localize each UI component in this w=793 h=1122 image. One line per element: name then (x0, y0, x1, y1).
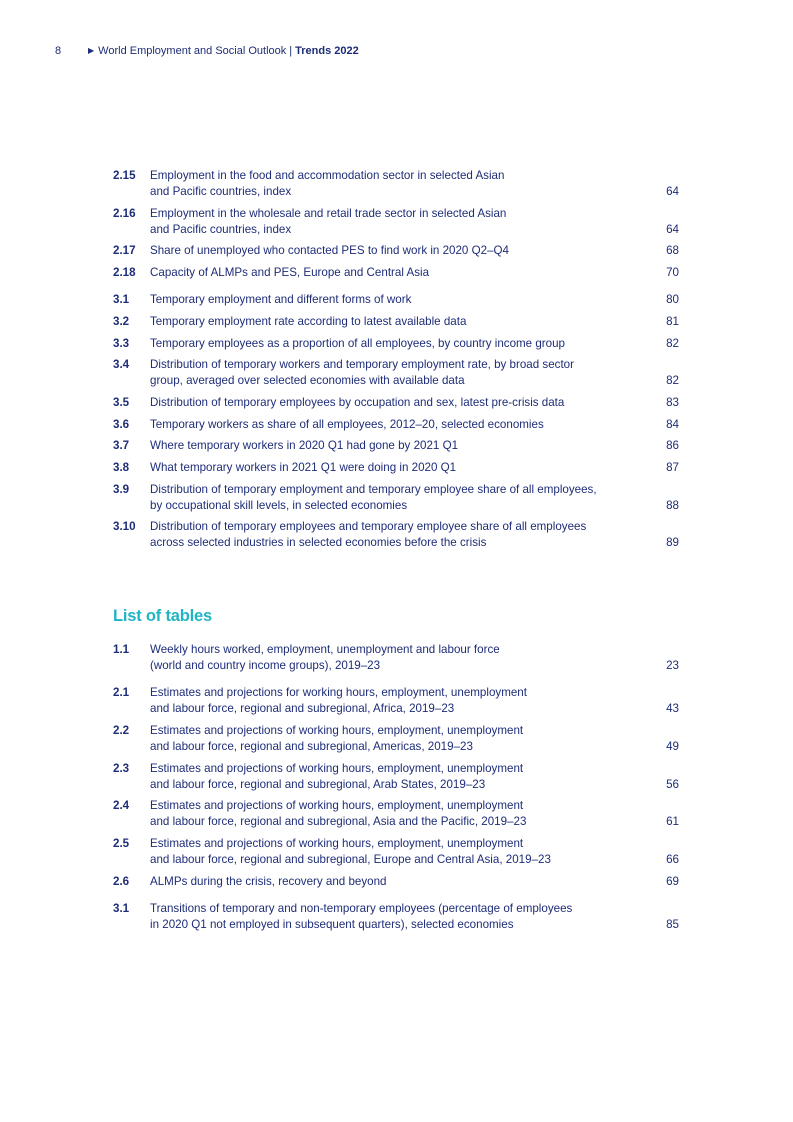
entry-number: 2.5 (113, 837, 130, 850)
entry-title-line: Estimates and projections of working hours, employment, unemployment (150, 724, 524, 737)
entry-title-line: Share of unemployed who contacted PES to find work in 2020 Q2–Q4 (150, 244, 509, 257)
entry-title (150, 901, 630, 933)
entry-page-number: 49 (666, 740, 679, 753)
toc-entry[interactable] (113, 685, 679, 717)
entry-title-line: Where temporary workers in 2020 Q1 had gone by 2021 Q1 (150, 439, 459, 452)
entry-number: 2.4 (113, 799, 130, 812)
entry-title (150, 642, 630, 674)
publication-title: World Employment and Social Outlook (98, 45, 287, 57)
entry-title-line: and labour force, regional and subregional, Asia and the Pacific, 2019–23 (150, 815, 527, 828)
entry-page-number: 64 (666, 185, 679, 198)
toc-entry[interactable] (113, 836, 679, 868)
entry-page-number: 56 (666, 778, 679, 791)
entry-title-line: Distribution of temporary employees by occupation and sex, latest pre-crisis data (150, 396, 565, 409)
toc-entry[interactable] (113, 642, 679, 674)
entry-title-line: Temporary employment and different forms of work (150, 293, 412, 306)
entry-title (150, 685, 630, 717)
entry-title (150, 292, 630, 308)
entry-page-number: 81 (666, 315, 679, 328)
entry-title-line: Estimates and projections of working hours, employment, unemployment (150, 837, 524, 850)
edition-title: Trends 2022 (295, 45, 359, 57)
entry-title-line: by occupational skill levels, in selected economies (150, 499, 408, 512)
entry-page-number: 84 (666, 418, 679, 431)
entry-page-number: 69 (666, 875, 679, 888)
section-title-list-of-tables: List of tables (113, 607, 212, 625)
entry-page-number: 83 (666, 396, 679, 409)
entry-page-number: 82 (666, 374, 679, 387)
entry-title-line: across selected industries in selected economies before the crisis (150, 536, 487, 549)
entry-title-line: Distribution of temporary workers and temporary employment rate, by broad sector (150, 358, 574, 371)
entry-number: 3.6 (113, 418, 130, 431)
entry-number: 2.1 (113, 686, 130, 699)
triangle-bullet-icon: ▶ (88, 46, 95, 55)
toc-entry[interactable] (113, 243, 679, 259)
entry-page-number: 80 (666, 293, 679, 306)
toc-entry[interactable] (113, 901, 679, 933)
entry-number: 3.4 (113, 358, 130, 371)
entry-title-line: Employment in the wholesale and retail trade sector in selected Asian (150, 207, 507, 220)
entry-page-number: 23 (666, 659, 679, 672)
entry-title-line: Temporary workers as share of all employees, 2012–20, selected economies (150, 418, 544, 431)
entry-page-number: 86 (666, 439, 679, 452)
toc-entry[interactable] (113, 761, 679, 793)
entry-title (150, 314, 630, 330)
toc-entry[interactable] (113, 874, 679, 890)
entry-page-number: 85 (666, 918, 679, 931)
entry-title (150, 798, 630, 830)
entry-title-line: Transitions of temporary and non-temporary employees (percentage of employees (150, 902, 573, 915)
entry-title-line: What temporary workers in 2021 Q1 were doing in 2020 Q1 (150, 461, 457, 474)
entry-page-number: 87 (666, 461, 679, 474)
entry-number: 3.5 (113, 396, 130, 409)
running-header (55, 45, 359, 57)
entry-title-line: Distribution of temporary employees and temporary employee share of all employees (150, 520, 587, 533)
entry-number: 2.15 (113, 169, 136, 182)
toc-entry[interactable] (113, 314, 679, 330)
toc-entry[interactable] (113, 395, 679, 411)
entry-title-line: (world and country income groups), 2019–23 (150, 659, 381, 672)
entry-number: 3.3 (113, 337, 130, 350)
entry-number: 3.9 (113, 483, 130, 496)
toc-entry[interactable] (113, 519, 679, 551)
entry-title-line: and labour force, regional and subregional, Africa, 2019–23 (150, 702, 455, 715)
entry-title-line: and Pacific countries, index (150, 185, 292, 198)
entry-title (150, 395, 630, 411)
toc-entry[interactable] (113, 798, 679, 830)
entry-title (150, 357, 630, 389)
entry-title (150, 761, 630, 793)
entry-number: 2.18 (113, 266, 136, 279)
entry-number: 1.1 (113, 643, 130, 656)
entry-number: 2.3 (113, 762, 130, 775)
entry-title (150, 206, 630, 238)
entry-title (150, 874, 630, 890)
entry-title (150, 460, 630, 476)
header-separator: | (289, 45, 293, 57)
entry-page-number: 43 (666, 702, 679, 715)
entry-title (150, 168, 630, 200)
entry-number: 3.2 (113, 315, 130, 328)
entry-title (150, 519, 630, 551)
entry-page-number: 82 (666, 337, 679, 350)
toc-entry[interactable] (113, 438, 679, 454)
toc-entry[interactable] (113, 168, 679, 200)
entry-title-line: Distribution of temporary employment and temporary employee share of all employees, (150, 483, 597, 496)
page-number: 8 (55, 45, 62, 57)
entry-title (150, 482, 630, 514)
entry-page-number: 61 (666, 815, 679, 828)
toc-entry[interactable] (113, 336, 679, 352)
entry-number: 3.10 (113, 520, 136, 533)
entry-number: 2.2 (113, 724, 130, 737)
entry-title (150, 243, 630, 259)
toc-entry[interactable] (113, 482, 679, 514)
entry-title-line: in 2020 Q1 not employed in subsequent quarters), selected economies (150, 918, 514, 931)
entry-title-line: Temporary employees as a proportion of all employees, by country income group (150, 337, 566, 350)
entry-title (150, 417, 630, 433)
entry-number: 3.1 (113, 293, 130, 306)
entry-page-number: 88 (666, 499, 679, 512)
entry-number: 2.16 (113, 207, 136, 220)
entry-title (150, 836, 630, 868)
entry-title-line: and Pacific countries, index (150, 223, 292, 236)
entry-page-number: 66 (666, 853, 679, 866)
entry-number: 3.1 (113, 902, 130, 915)
entry-title-line: and labour force, regional and subregional, Americas, 2019–23 (150, 740, 473, 753)
entry-number: 3.8 (113, 461, 130, 474)
entry-title (150, 723, 630, 755)
entry-title (150, 336, 630, 352)
entry-page-number: 68 (666, 244, 679, 257)
toc-entry[interactable] (113, 357, 679, 389)
entry-title-line: Temporary employment rate according to latest available data (150, 315, 467, 328)
entry-number: 2.17 (113, 244, 136, 257)
entry-title (150, 438, 630, 454)
entry-number: 3.7 (113, 439, 130, 452)
entry-title-line: and labour force, regional and subregional, Arab States, 2019–23 (150, 778, 486, 791)
entry-title-line: and labour force, regional and subregional, Europe and Central Asia, 2019–23 (150, 853, 551, 866)
toc-entry[interactable] (113, 265, 679, 281)
toc-entry[interactable] (113, 417, 679, 433)
toc-entry[interactable] (113, 206, 679, 238)
entry-title-line: Weekly hours worked, employment, unemployment and labour force (150, 643, 500, 656)
entry-title-line: group, averaged over selected economies with available data (150, 374, 465, 387)
entry-title-line: Estimates and projections of working hours, employment, unemployment (150, 799, 524, 812)
toc-entry[interactable] (113, 460, 679, 476)
entry-page-number: 70 (666, 266, 679, 279)
entry-title-line: Estimates and projections for working hours, employment, unemployment (150, 686, 527, 699)
entry-title-line: Employment in the food and accommodation sector in selected Asian (150, 169, 505, 182)
toc-entry[interactable] (113, 723, 679, 755)
entry-title-line: Capacity of ALMPs and PES, Europe and Central Asia (150, 266, 430, 279)
entry-title-line: ALMPs during the crisis, recovery and beyond (150, 875, 387, 888)
toc-entry[interactable] (113, 292, 679, 308)
entry-page-number: 89 (666, 536, 679, 549)
entry-number: 2.6 (113, 875, 130, 888)
entry-title-line: Estimates and projections of working hours, employment, unemployment (150, 762, 524, 775)
entry-page-number: 64 (666, 223, 679, 236)
entry-title (150, 265, 630, 281)
